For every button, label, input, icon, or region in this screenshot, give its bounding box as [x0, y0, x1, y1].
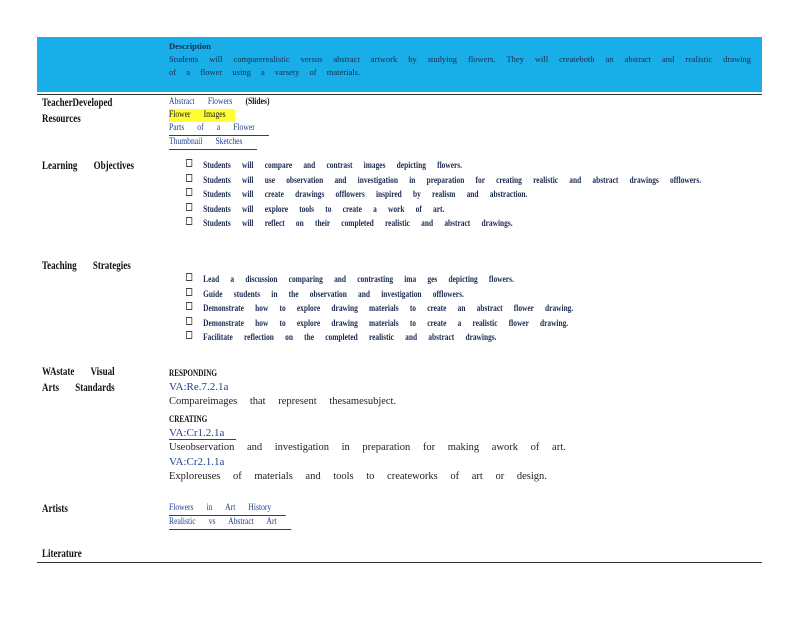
checkbox-icon [186, 317, 192, 325]
checkbox-icon [186, 302, 192, 310]
resources-links [169, 96, 295, 150]
learning-objectives-label: Learning Objectives [42, 160, 135, 172]
link-flowers-in-art-history[interactable]: Flowers in Art History [169, 502, 291, 516]
link-parts-of-a-flower[interactable]: Parts of a Flower [169, 122, 270, 136]
list-item: Students will compare and contrast images depicting flowers. [186, 159, 701, 174]
standards-block [169, 366, 566, 484]
checkbox-icon [186, 217, 192, 225]
description-text: Students will comparerealistic versus abstract artwork by studying flowers. They will createboth an abstract and realistic drawing of a flower using a varsety of materials. [169, 54, 751, 77]
standards-label: WAstate Visual Arts Standards [42, 366, 115, 394]
artists-links [169, 502, 322, 530]
list-item: Guide students in the observation and investigation offlowers. [186, 288, 573, 303]
standard-code-link[interactable]: VA:Cr2.1.1a [169, 456, 225, 468]
list-item: Demonstrate how to explore drawing materials to create an abstract flower drawing. [186, 302, 573, 317]
list-item: Students will use observation and investigation in preparation for creating realistic and abstract drawings offlowers. [186, 174, 701, 189]
link-abstract-flowers[interactable]: Abstract Flowers (Slides) [169, 97, 270, 107]
link-realistic-vs-abstract-art[interactable]: Realistic vs Abstract Art [169, 516, 291, 530]
artists-label: Artists [42, 503, 68, 515]
checkbox-icon [186, 174, 192, 182]
divider-bottom [37, 562, 762, 563]
description-label: Description [169, 41, 212, 51]
teaching-strategies-label: Teaching Strategies [42, 260, 131, 272]
standard-code-link[interactable]: VA:Cr1.2.1a [169, 426, 566, 440]
resources-label: TeacherDeveloped Resources [42, 97, 113, 125]
description-banner [37, 37, 762, 92]
list-item: Students will reflect on their completed realistic and abstract drawings. [186, 217, 701, 232]
learning-objectives-list [186, 159, 800, 232]
standard-text: Exploreuses of materials and tools to createworks of art or design. [169, 471, 547, 482]
creating-heading: CREATING [169, 414, 208, 424]
checkbox-icon [186, 273, 192, 281]
list-item: Lead a discussion comparing and contrasting ima ges depicting flowers. [186, 273, 573, 288]
link-flower-images[interactable]: Flower Images [169, 109, 270, 122]
standard-text: Compareimages that represent thesamesubject. [169, 396, 397, 407]
standard-code-link[interactable]: VA:Re.7.2.1a [169, 381, 229, 393]
list-item: Students will explore tools to create a work of art. [186, 203, 701, 218]
list-item: Facilitate reflection on the completed realistic and abstract drawings. [186, 331, 573, 346]
list-item: Demonstrate how to explore drawing materials to create a realistic flower drawing. [186, 317, 573, 332]
standard-text: Useobservation and investigation in preparation for making awork of art. [169, 442, 566, 453]
link-thumbnail-sketches[interactable]: Thumbnail Sketches [169, 136, 270, 150]
checkbox-icon [186, 203, 192, 211]
checkbox-icon [186, 331, 192, 339]
teaching-strategies-list [186, 273, 682, 346]
divider-top [37, 94, 762, 95]
responding-heading: RESPONDING [169, 368, 218, 378]
checkbox-icon [186, 159, 192, 167]
checkbox-icon [186, 188, 192, 196]
checkbox-icon [186, 288, 192, 296]
list-item: Students will create drawings offlowers inspired by realism and abstraction. [186, 188, 701, 203]
literature-label: Literature [42, 548, 82, 560]
